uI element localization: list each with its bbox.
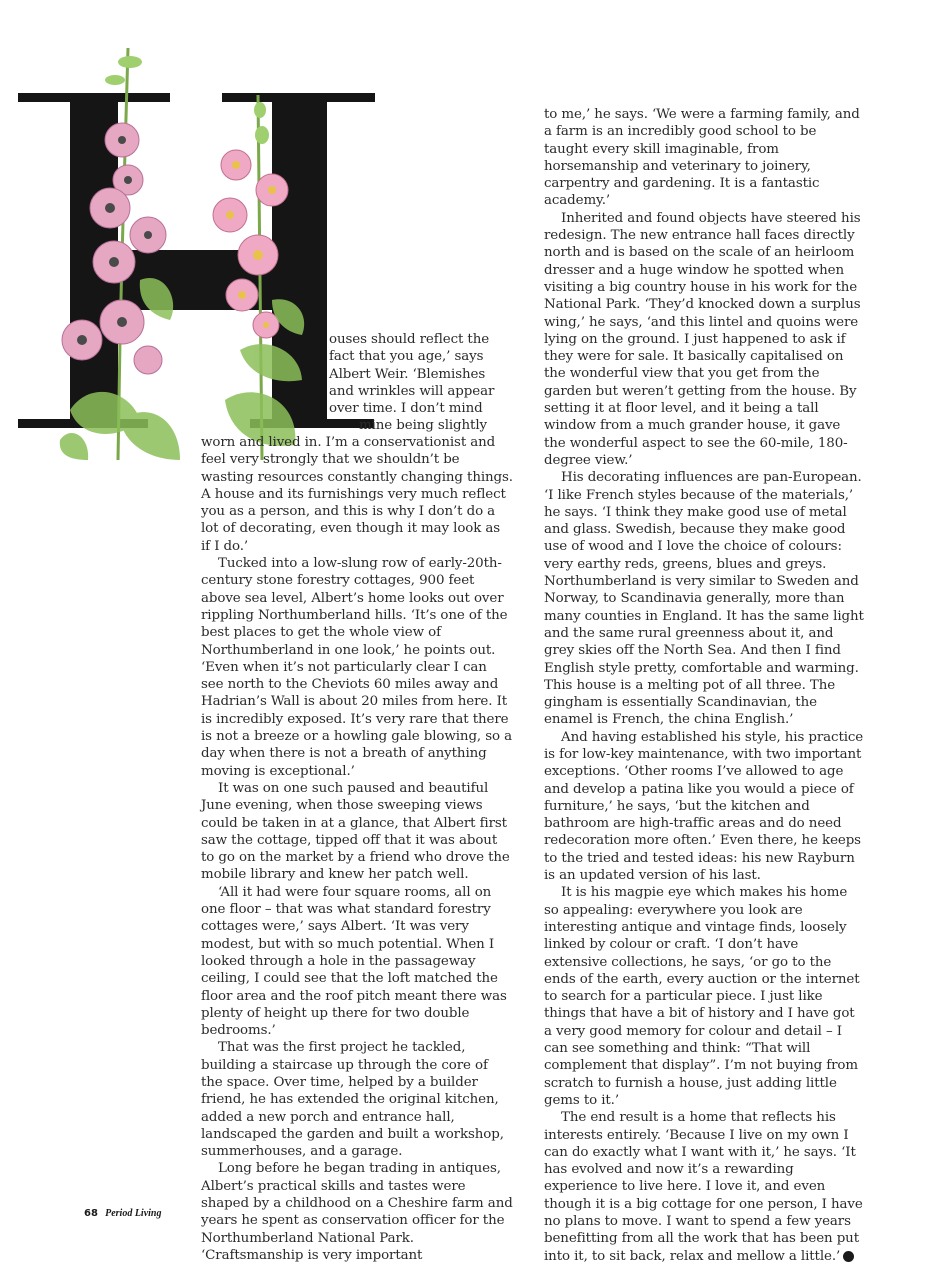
intro-line: over time. I don’t mind bbox=[329, 401, 483, 417]
paragraph: It was on one such paused and beautiful June evening, when those sweeping views could be taken in at a glance, that Albert first saw the cottage, tipped off that it was about to go on the market by a friend who drove the mobile library and knew her patch well. bbox=[201, 780, 510, 883]
intro-line: Albert Weir. ‘Blemishes bbox=[329, 366, 486, 382]
intro-line: ouses should reflect the bbox=[329, 332, 490, 347]
paragraph: Tucked into a low-slung row of early-20th-century stone forestry cottages, 900 feet above sea level, Albert’s home looks out over rippling Northumberland hills. ‘It’s one of the best places to get the whole view of Northumberland in one look,’ he points out. ‘Even when it’s not particularly clear I can see north to the Cheviots 60 miles away and Hadrian’s Wall is about 20 miles from here. It is incredibly exposed. It’s very rare that there is not a breeze or a howling gale blowing, so a day when there is not a breath of anything moving is exceptional.’ bbox=[201, 556, 513, 779]
final-paragraph-text: The end result is a home that reflects his interests entirely. ‘Because I live on my own I can do exactly what I want with it,’ he says. ‘It has evolved and now it’s a rewarding experience to live here. I love it, and even though it is a big cottage for one person, I have no plans to move. I want to spend a few years benefitting from all the work that has been put into it, to sit back, relax and mellow a little.’ bbox=[544, 1110, 863, 1264]
letter-h bbox=[18, 93, 375, 428]
paragraph bbox=[544, 1109, 867, 1265]
paragraph: That was the first project he tackled, building a staircase up through the core of the space. Over time, helped by a builder friend, he has extended the original kitchen, added a new porch and entrance hall, landscaped the garden and built a workshop, summerhouses, and a garage. bbox=[201, 1040, 504, 1160]
paragraph: worn and lived in. I’m a conservationist and feel very strongly that we shouldn’t be wasting resources constantly changing things. A house and its furnishings very much reflect you as a person, and this is why I don’t do a lot of decorating, even though it may look as if I do.’ bbox=[201, 435, 513, 554]
left-column bbox=[201, 434, 513, 1264]
intro-line: mine being slightly bbox=[359, 418, 487, 434]
paragraph: It is his magpie eye which makes his home so appealing: everywhere you look are interesting antique and vintage finds, loosely linked by colour or craft. ‘I don’t have extensive collections, he says, ‘or go to the ends of the earth, every auction or the internet to search for a particular piece. I just like things that have a bit of history and I have got a very good memory for colour and detail – I can see something and think: “That will complement that display”. I’m not buying from scratch to furnish a house, just adding little gems to it.’ bbox=[544, 885, 860, 1108]
end-mark-icon: PL bbox=[843, 1251, 854, 1262]
paragraph: Inherited and found objects have steered his redesign. The new entrance hall faces directly north and is based on the scale of an heirloom dresser and a huge window he spotted when visiting a big country house in his work for the National Park. ‘They’d knocked down a surplus wing,’ he says, ‘and this lintel and quoins were lying on the ground. I just happened to ask if they were for sale. It basically capitalised on the wonderful view that you get from the garden but weren’t getting from the house. By setting it at floor level, and it being a tall window from a much grander house, it gave the wonderful aspect to see the 60-mile, 180-degree view.’ bbox=[544, 210, 861, 468]
paragraph: His decorating influences are pan-European. ‘I like French styles because of the materials,’ he says. ‘I think they make good use of metal and glass. Swedish, because they make good use of wood and I love the choice of colours: very earthy reds, greens, blues and greys. Northumberland is very similar to Sweden and Norway, to Scandinavia generally, more than many counties in England. It has the same light and the same rural greenness about it, and grey skies off the North Sea. And then I find English style pretty, comfortable and warming. This house is a melting pot of all three. The gingham is essentially Scandinavian, the enamel is French, the china English.’ bbox=[544, 470, 864, 728]
paragraph: And having established his style, his practice is for low-key maintenance, with two important exceptions. ‘Other rooms I’ve allowed to age and develop a patina like you would a piece of furniture,’ he says, ‘but the kitchen and bathroom are high-traffic areas and do need redecoration more often.’ Even there, he keeps to the tried and tested ideas: his new Rayburn is an updated version of his last. bbox=[544, 729, 864, 884]
intro-lines bbox=[329, 331, 509, 435]
page-number: 68 bbox=[84, 1208, 98, 1219]
paragraph: to me,’ he says. ‘We were a farming family, and a farm is an incredibly good school to be taught every skill imaginable, from horsemanship and veterinary to joinery, carpentry and gardening. It is a fantastic academy.’ bbox=[544, 107, 860, 209]
intro-line: fact that you age,’ says bbox=[329, 349, 484, 365]
right-column bbox=[544, 106, 867, 1265]
magazine-name: Period Living bbox=[105, 1208, 162, 1219]
paragraph: Long before he began trading in antiques, Albert’s practical skills and tastes were shaped by a childhood on a Cheshire farm and years he spent as conservation officer for the Northumberland National Park. ‘Craftsmanship is very important bbox=[201, 1161, 513, 1263]
intro-line: and wrinkles will appear bbox=[329, 383, 495, 399]
page-footer bbox=[84, 1208, 162, 1219]
paragraph: ‘All it had were four square rooms, all on one floor – that was what standard forestry cottages were,’ says Albert. ‘It was very modest, but with so much potential. When I looked through a hole in the passageway ceiling, I could see that the loft matched the floor area and the roof pitch meant there was plenty of height up there for two double bedrooms.’ bbox=[201, 884, 507, 1039]
